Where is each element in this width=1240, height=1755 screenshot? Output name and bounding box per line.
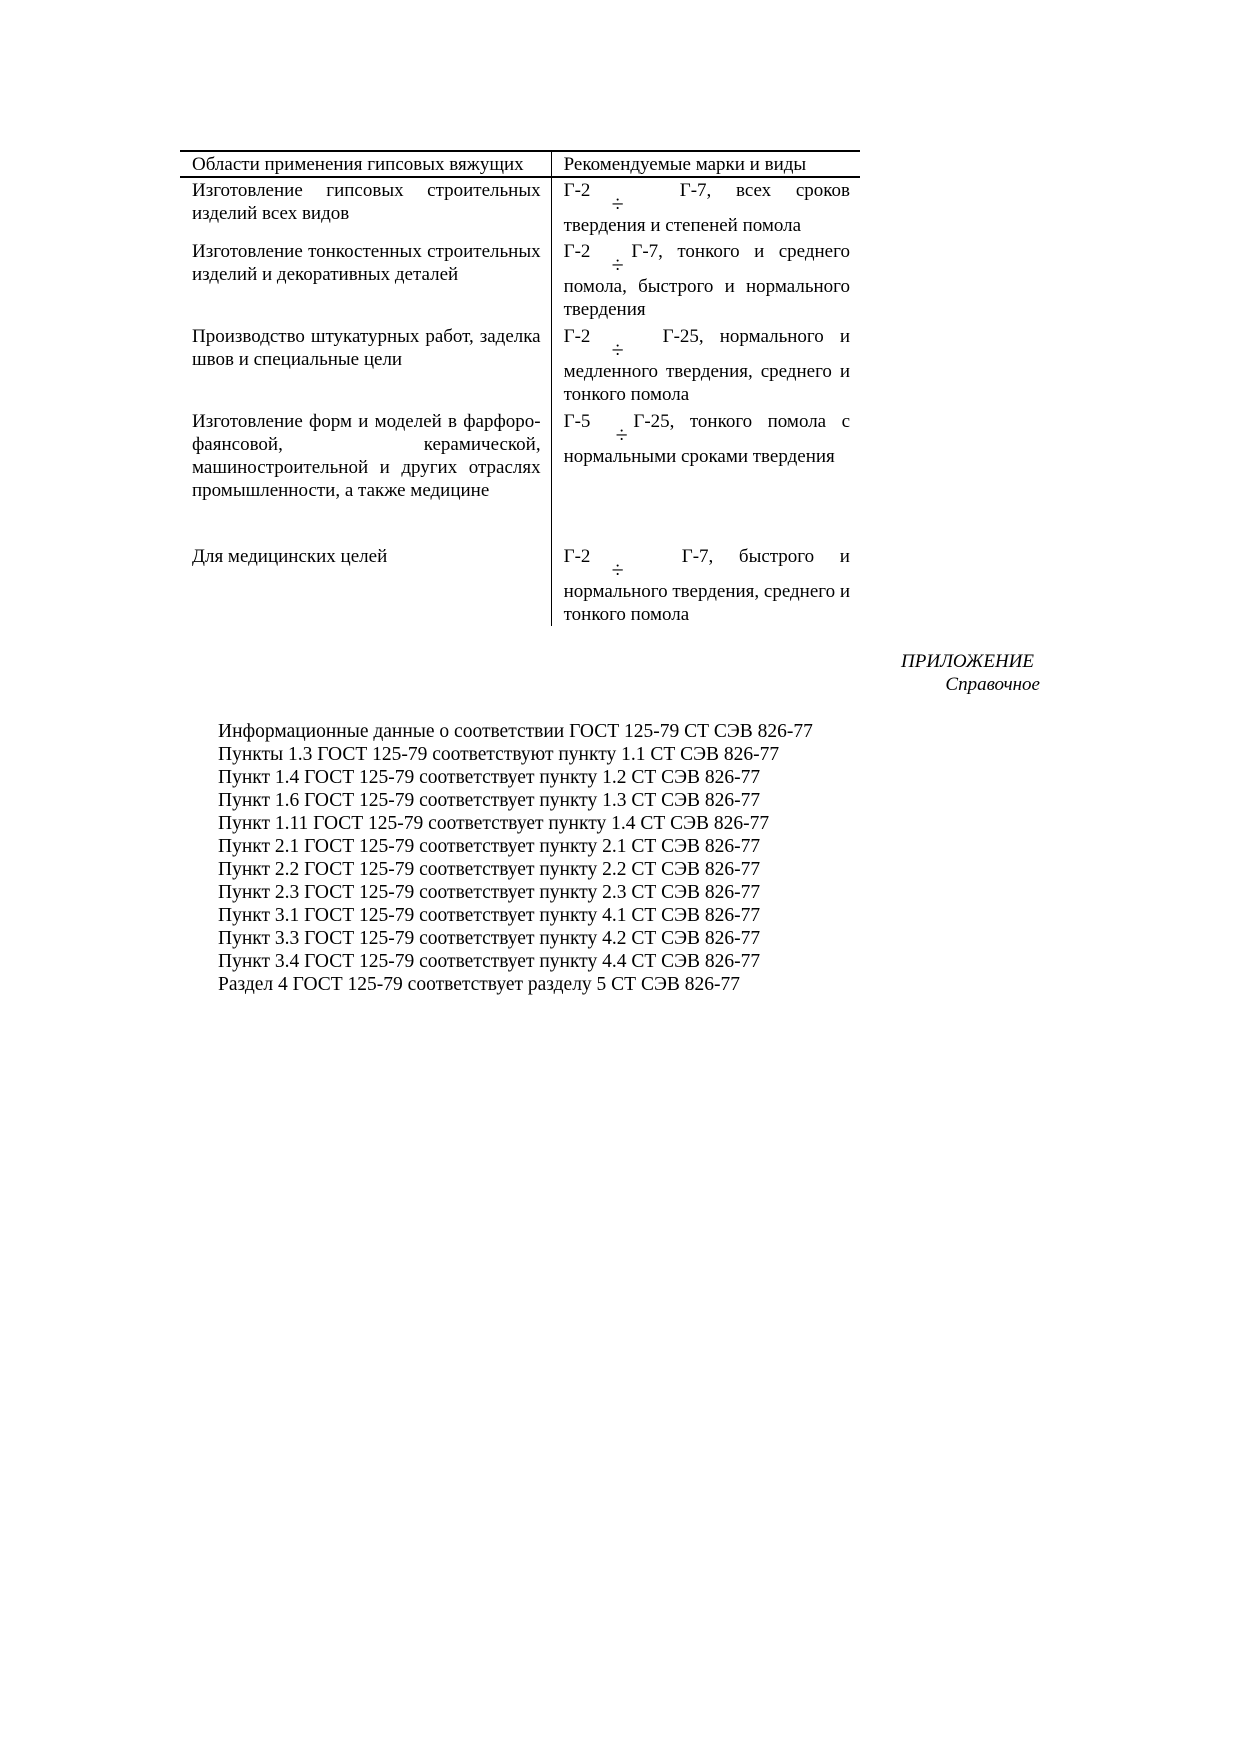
grade-word: Г-25, <box>633 411 675 432</box>
cell-application-area: Производство штукатурных работ, заделка швов и специальные цели <box>180 325 552 410</box>
grade-word: и <box>839 546 850 567</box>
info-line: Пункт 3.4 ГОСТ 125-79 соответствует пункту 4.4 СТ СЭВ 826-77 <box>218 951 761 972</box>
grade-range-line <box>564 179 850 219</box>
info-line: Пункт 2.1 ГОСТ 125-79 соответствует пункту 2.1 СТ СЭВ 826-77 <box>218 836 761 857</box>
grade-word: тонкого <box>677 241 740 262</box>
grade-word: Г-7, <box>679 180 712 201</box>
grade-word: среднего <box>778 241 850 262</box>
info-line: Пункт 1.11 ГОСТ 125-79 соответствует пункту 1.4 СТ СЭВ 826-77 <box>218 813 770 834</box>
grade-word: Г-25, <box>662 326 704 347</box>
info-line: Пункт 1.4 ГОСТ 125-79 соответствует пункту 1.2 СТ СЭВ 826-77 <box>218 767 761 788</box>
header-recommended-grades: Рекомендуемые марки и виды <box>563 154 807 175</box>
grade-word: быстрого <box>738 546 815 567</box>
cell-application-area: Изготовление гипсовых строительных изделий всех видов <box>180 178 552 240</box>
grade-description: твердения и степеней помола <box>563 215 802 236</box>
table-body <box>180 178 860 626</box>
info-line: Пункт 1.6 ГОСТ 125-79 соответствует пункту 1.3 СТ СЭВ 826-77 <box>218 790 761 811</box>
grade-range-line <box>564 240 850 280</box>
cell-recommended-grade <box>552 410 860 535</box>
cell-recommended-grade <box>552 535 860 626</box>
grade-word: помола <box>767 411 827 432</box>
cell-application-area: Изготовление тонкостенных строительных изделий и декоративных деталей <box>180 240 552 325</box>
grade-from: Г-2 <box>563 546 591 567</box>
info-line: Пункт 2.3 ГОСТ 125-79 соответствует пункту 2.3 СТ СЭВ 826-77 <box>218 882 761 903</box>
grade-word: нормального <box>719 326 824 347</box>
grade-range-line <box>564 545 850 585</box>
cell-recommended-grade <box>552 240 860 325</box>
grade-word: и <box>839 326 850 347</box>
grade-from: Г-2 <box>563 241 591 262</box>
grade-from: Г-5 <box>563 411 591 432</box>
grade-word: тонкого <box>689 411 753 432</box>
range-divider-symbol: ÷ <box>611 337 624 362</box>
grade-description: медленного твердения, среднего и тонкого помола <box>563 361 850 405</box>
table-row <box>180 410 860 535</box>
grade-word: сроков <box>795 180 850 201</box>
appendix-subtitle: Справочное <box>945 674 1040 695</box>
grade-description: нормальными сроками твердения <box>563 446 835 467</box>
info-line: Раздел 4 ГОСТ 125-79 соответствует разделу 5 СТ СЭВ 826-77 <box>218 974 740 995</box>
cell-recommended-grade <box>552 178 860 240</box>
grade-word: с <box>841 411 850 432</box>
cell-application-area: Изготовление форм и моделей в фарфоро-фаянсовой, керамической, машиностроительной и других отраслях промышленности, а также медицине <box>180 410 552 535</box>
grade-description: нормального твердения, среднего и тонкого помола <box>563 581 851 625</box>
grade-word: Г-7, <box>631 241 663 262</box>
range-divider-symbol: ÷ <box>611 252 624 277</box>
info-line: Пункт 2.2 ГОСТ 125-79 соответствует пункту 2.2 СТ СЭВ 826-77 <box>218 859 761 880</box>
range-divider-symbol: ÷ <box>611 557 624 582</box>
grade-from: Г-2 <box>563 180 591 201</box>
info-line: Пункты 1.3 ГОСТ 125-79 соответствуют пункту 1.1 СТ СЭВ 826-77 <box>218 744 780 765</box>
binder-application-table <box>180 150 860 626</box>
grade-word: всех <box>735 180 772 201</box>
correspondence-info <box>218 720 813 996</box>
range-divider-symbol: ÷ <box>615 422 628 447</box>
grade-from: Г-2 <box>563 326 591 347</box>
info-line: Пункт 3.3 ГОСТ 125-79 соответствует пункту 4.2 СТ СЭВ 826-77 <box>218 928 761 949</box>
info-line: Пункт 3.1 ГОСТ 125-79 соответствует пункту 4.1 СТ СЭВ 826-77 <box>218 905 761 926</box>
table-row <box>180 535 860 626</box>
header-application-areas: Области применения гипсовых вяжущих <box>180 152 552 176</box>
grade-range-line <box>564 325 850 365</box>
cell-application-area: Для медицинских целей <box>180 535 552 626</box>
info-heading: Информационные данные о соответствии ГОСТ 125-79 СТ СЭВ 826-77 <box>218 721 813 742</box>
table-row <box>180 240 860 325</box>
grade-description: помола, быстрого и нормального твердения <box>563 276 850 320</box>
grade-range-line <box>564 410 850 450</box>
grade-word: и <box>754 241 765 262</box>
grade-word: Г-7, <box>681 546 714 567</box>
table-header-row <box>180 150 860 178</box>
range-divider-symbol: ÷ <box>611 191 624 216</box>
table-row <box>180 325 860 410</box>
table-row <box>180 178 860 240</box>
appendix-title: ПРИЛОЖЕНИЕ <box>901 651 1034 672</box>
appendix-heading <box>901 650 1040 696</box>
cell-recommended-grade <box>552 325 860 410</box>
